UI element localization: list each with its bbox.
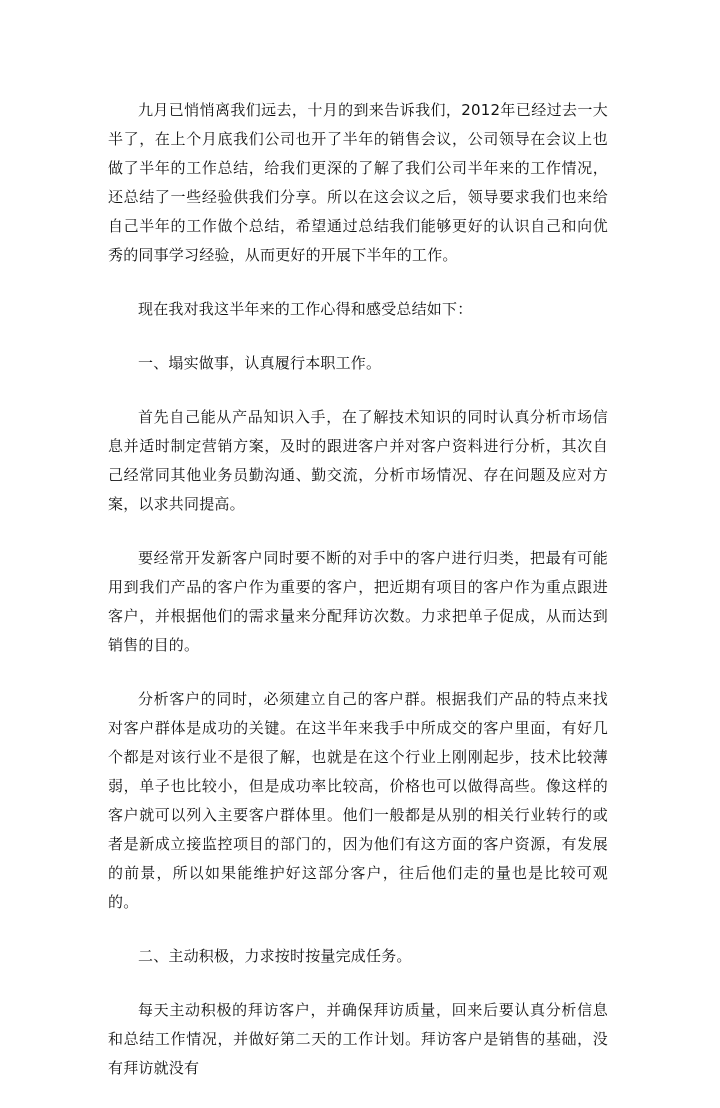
paragraph-intro: 九月已悄悄离我们远去，十月的到来告诉我们，2012年已经过去一大半了，在上个月底我们公司也开了半年的销售会议，公司领导在会议上也做了半年的工作总结，给我们更深的了解了我们公司半年来的工作情况，还总结了一些经验供我们分享。所以在这会议之后，领导要求我们也来给自己半年的工作做个总结，希望通过总结我们能够更好的认识自己和向优秀的同事学习经验，从而更好的开展下半年的工作。 <box>108 101 608 264</box>
document-body <box>108 96 608 1108</box>
paragraph-summary-lead: 现在我对我这半年来的工作心得和感受总结如下： <box>138 300 473 318</box>
section-heading-2: 二、主动积极，力求按时按量完成任务。 <box>138 947 412 965</box>
section-heading-1: 一、塌实做事，认真履行本职工作。 <box>138 354 382 372</box>
paragraph-product-knowledge: 首先自己能从产品知识入手，在了解技术知识的同时认真分析市场信息并适时制定营销方案，及时的跟进客户并对客户资料进行分析，其次自己经常同其他业务员勤沟通、勤交流，分析市场情况、存在问题及应对方案，以求共同提高。 <box>108 408 608 513</box>
paragraph-new-clients: 要经常开发新客户同时要不断的对手中的客户进行归类，把最有可能用到我们产品的客户作为重要的客户，把近期有项目的客户作为重点跟进客户，并根据他们的需求量来分配拜访次数。力求把单子促成，从而达到销售的目的。 <box>108 549 608 654</box>
paragraph-daily-visits: 每天主动积极的拜访客户，并确保拜访质量，回来后要认真分析信息和总结工作情况，并做好第二天的工作计划。拜访客户是销售的基础，没有拜访就没有 <box>108 1001 608 1077</box>
paragraph-client-group: 分析客户的同时，必须建立自己的客户群。根据我们产品的特点来找对客户群体是成功的关键。在这半年来我手中所成交的客户里面，有好几个都是对该行业不是很了解，也就是在这个行业上刚刚起步，技术比较薄弱，单子也比较小，但是成功率比较高，价格也可以做得高些。像这样的客户就可以列入主要客户群体里。他们一般都是从别的相关行业转行的或者是新成立接监控项目的部门的，因为他们有这方面的客户资源，有发展的前景，所以如果能维护好这部分客户，往后他们走的量也是比较可观的。 <box>108 690 608 911</box>
